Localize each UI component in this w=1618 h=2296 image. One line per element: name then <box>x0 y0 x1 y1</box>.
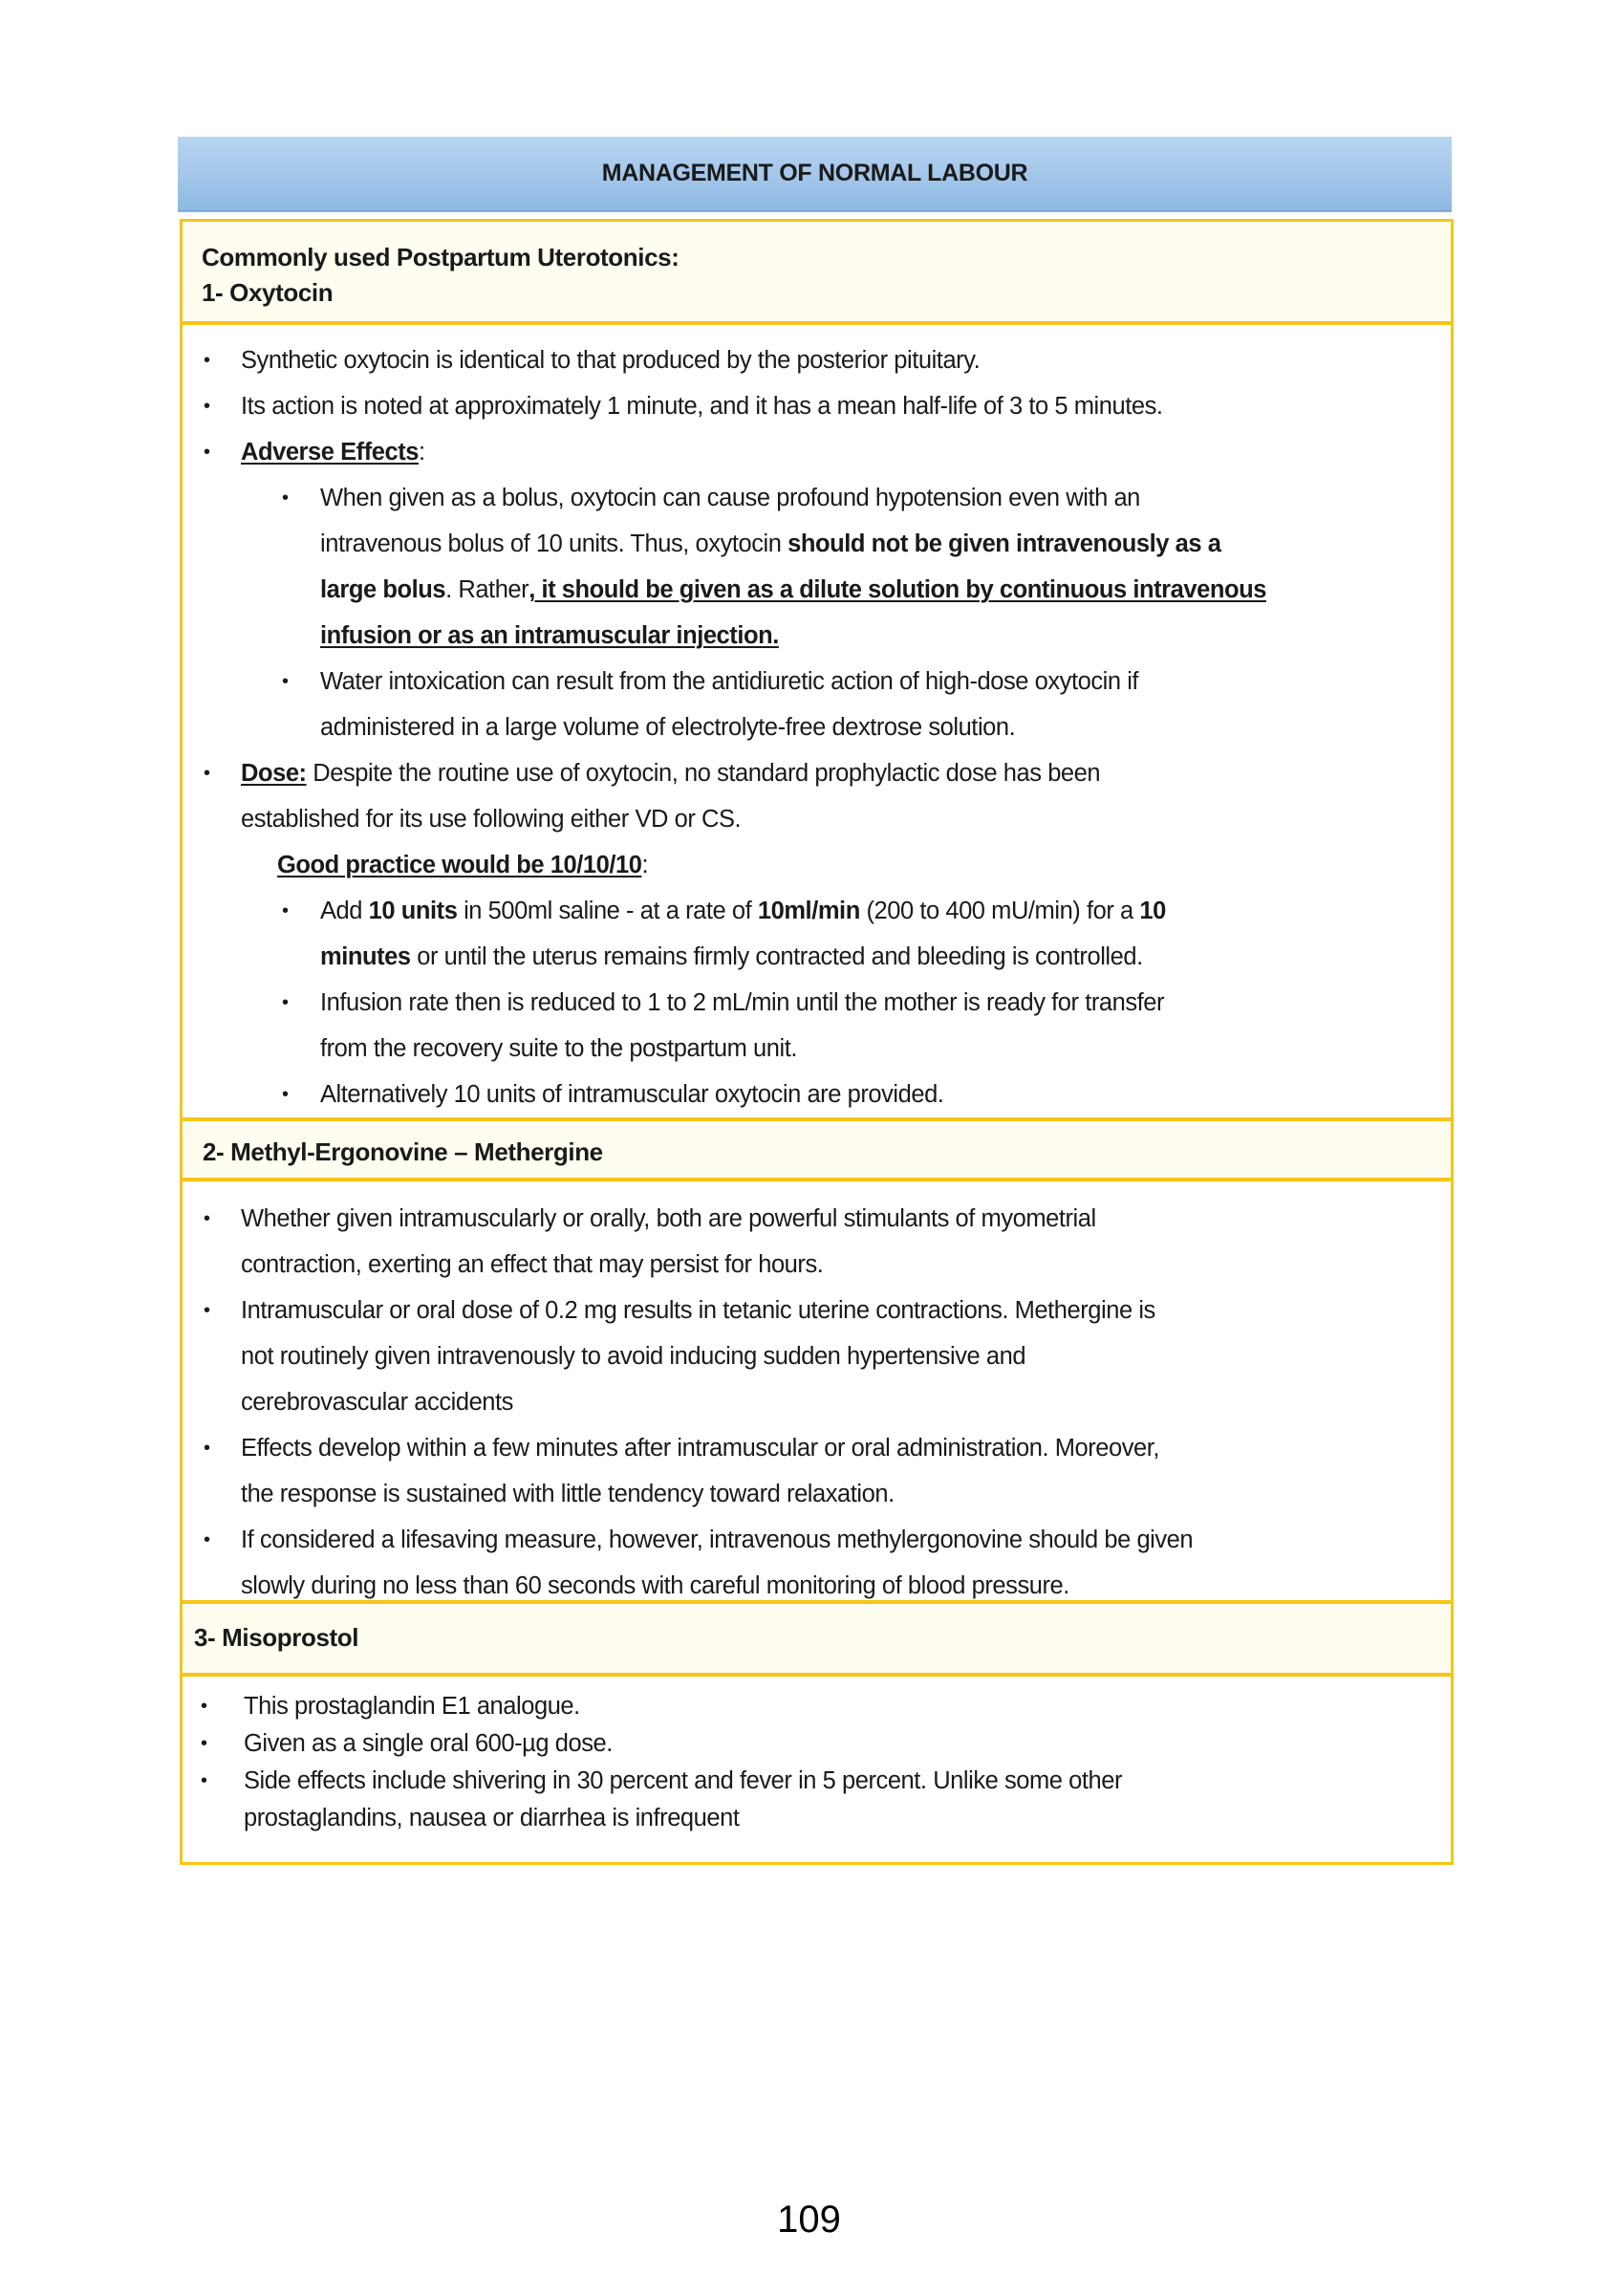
section-heading-line: 1- Oxytocin <box>202 278 334 307</box>
emphasis-underlined: Dose: <box>241 760 307 787</box>
text-run: cerebrovascular accidents <box>241 1389 513 1416</box>
emphasis-underlined: infusion or as an intramuscular injection. <box>320 622 779 649</box>
page-title: MANAGEMENT OF NORMAL LABOUR <box>601 159 1028 186</box>
list-item-continuation <box>277 851 648 879</box>
list-item <box>241 1204 1096 1233</box>
list-item-continuation <box>320 621 779 650</box>
text-run: not routinely given intravenously to avoid inducing sudden hypertensive and <box>241 1343 1026 1370</box>
list-item <box>241 438 425 466</box>
list-item-continuation <box>241 805 741 834</box>
list-item <box>320 897 1166 925</box>
bullet-icon: • <box>201 1733 208 1754</box>
text-run: Whether given intramuscularly or orally, both are powerful stimulants of myometrial <box>241 1205 1096 1232</box>
list-item <box>241 346 980 375</box>
list-item <box>244 1766 1122 1795</box>
list-item-continuation <box>241 1388 513 1417</box>
list-item-continuation <box>320 942 1143 971</box>
list-item-continuation <box>320 713 1015 742</box>
list-item-continuation <box>320 575 1266 604</box>
emphasis-underlined: Adverse Effects <box>241 439 420 466</box>
list-item <box>320 484 1140 512</box>
section-heading-line: 2- Methyl-Ergonovine – Methergine <box>203 1137 603 1166</box>
bullet-icon: • <box>204 442 211 463</box>
list-item <box>241 1296 1155 1325</box>
emphasis-bold: 10ml/min <box>757 898 860 924</box>
emphasis-underlined: Good practice would be 10/10/10 <box>277 852 642 878</box>
bullet-icon: • <box>204 1208 211 1229</box>
list-item <box>241 1526 1193 1554</box>
bullet-icon: • <box>282 671 290 692</box>
text-run: When given as a bolus, oxytocin can cause profound hypotension even with an <box>320 485 1140 511</box>
list-item-continuation <box>320 1034 797 1063</box>
section-heading-line: 3- Misoprostol <box>194 1623 359 1652</box>
list-item-continuation <box>244 1804 740 1832</box>
content-frame <box>180 219 1454 1865</box>
bullet-icon: • <box>204 350 211 371</box>
text-run: in 500ml saline - at a rate of <box>457 898 758 924</box>
bullet-icon: • <box>204 763 211 784</box>
text-run: (200 to 400 mU/min) for a <box>859 898 1140 924</box>
section-heading-misoprostol <box>183 1600 1451 1677</box>
list-item-continuation <box>241 1571 1069 1600</box>
list-item <box>244 1729 613 1758</box>
list-item <box>320 1080 943 1109</box>
text-run: Alternatively 10 units of intramuscular oxytocin are provided. <box>320 1081 944 1108</box>
text-run: . Rather <box>445 576 529 603</box>
bullet-icon: • <box>282 992 290 1013</box>
list-item <box>320 988 1164 1017</box>
text-run: administered in a large volume of electrolyte-free dextrose solution. <box>320 714 1016 741</box>
list-item <box>241 1434 1159 1462</box>
bullet-icon: • <box>201 1696 208 1717</box>
text-run: Effects develop within a few minutes after intramuscular or oral administration. Moreover, <box>241 1435 1160 1462</box>
emphasis-bold: minutes <box>320 943 411 970</box>
text-run: Infusion rate then is reduced to 1 to 2 mL/min until the mother is ready for transfer <box>320 989 1165 1016</box>
emphasis-bold: should not be given intravenously as a <box>787 531 1221 557</box>
list-item-continuation <box>320 530 1220 558</box>
text-run: contraction, exerting an effect that may persist for hours. <box>241 1251 824 1278</box>
list-item <box>241 392 1163 421</box>
text-run: Despite the routine use of oxytocin, no standard prophylactic dose has been <box>306 760 1101 787</box>
text-run: or until the uterus remains firmly contracted and bleeding is controlled. <box>410 943 1143 970</box>
text-run: : <box>641 852 649 878</box>
list-item <box>241 759 1100 788</box>
bullet-icon: • <box>204 1438 211 1459</box>
text-run: This prostaglandin E1 analogue. <box>244 1693 580 1720</box>
text-run: prostaglandins, nausea or diarrhea is infrequent <box>244 1805 740 1831</box>
emphasis-bold: 10 <box>1139 898 1166 924</box>
list-item <box>244 1692 580 1721</box>
text-run: Add <box>320 898 369 924</box>
section-heading-oxytocin <box>183 222 1451 325</box>
list-item <box>320 667 1138 696</box>
page-header-banner <box>178 137 1452 212</box>
text-run: established for its use following either VD or CS. <box>241 806 742 833</box>
bullet-icon: • <box>201 1770 208 1791</box>
list-item-continuation <box>241 1480 895 1508</box>
bullet-icon: • <box>282 900 290 921</box>
text-run: Side effects include shivering in 30 percent and fever in 5 percent. Unlike some other <box>244 1767 1123 1794</box>
page-number: 109 <box>777 2199 841 2241</box>
bullet-icon: • <box>282 487 290 509</box>
emphasis-bold: large bolus <box>320 576 446 603</box>
text-run: Water intoxication can result from the antidiuretic action of high-dose oxytocin if <box>320 668 1139 695</box>
bullet-icon: • <box>204 396 211 417</box>
section-heading-methergine <box>183 1117 1451 1181</box>
list-item-continuation <box>241 1250 823 1279</box>
emphasis-bold: 10 units <box>368 898 458 924</box>
text-run: : <box>419 439 425 466</box>
text-run: slowly during no less than 60 seconds with careful monitoring of blood pressure. <box>241 1572 1069 1599</box>
text-run: Its action is noted at approximately 1 minute, and it has a mean half-life of 3 to 5 minutes. <box>241 393 1163 420</box>
bullet-icon: • <box>282 1084 290 1105</box>
text-run: Given as a single oral 600-µg dose. <box>244 1730 613 1757</box>
bullet-icon: • <box>204 1300 211 1321</box>
emphasis-underlined: , it should be given as a dilute solution by continuous intravenous <box>529 576 1266 603</box>
text-run: the response is sustained with little tendency toward relaxation. <box>241 1481 895 1507</box>
section-heading-line: Commonly used Postpartum Uterotonics: <box>202 243 680 271</box>
text-run: Intramuscular or oral dose of 0.2 mg results in tetanic uterine contractions. Methergine is <box>241 1297 1155 1324</box>
text-run: intravenous bolus of 10 units. Thus, oxytocin <box>320 531 788 557</box>
list-item-continuation <box>241 1342 1025 1371</box>
text-run: If considered a lifesaving measure, however, intravenous methylergonovine should be given <box>241 1527 1194 1553</box>
bullet-icon: • <box>204 1529 211 1550</box>
text-run: Synthetic oxytocin is identical to that produced by the posterior pituitary. <box>241 347 981 374</box>
text-run: from the recovery suite to the postpartum unit. <box>320 1035 798 1062</box>
